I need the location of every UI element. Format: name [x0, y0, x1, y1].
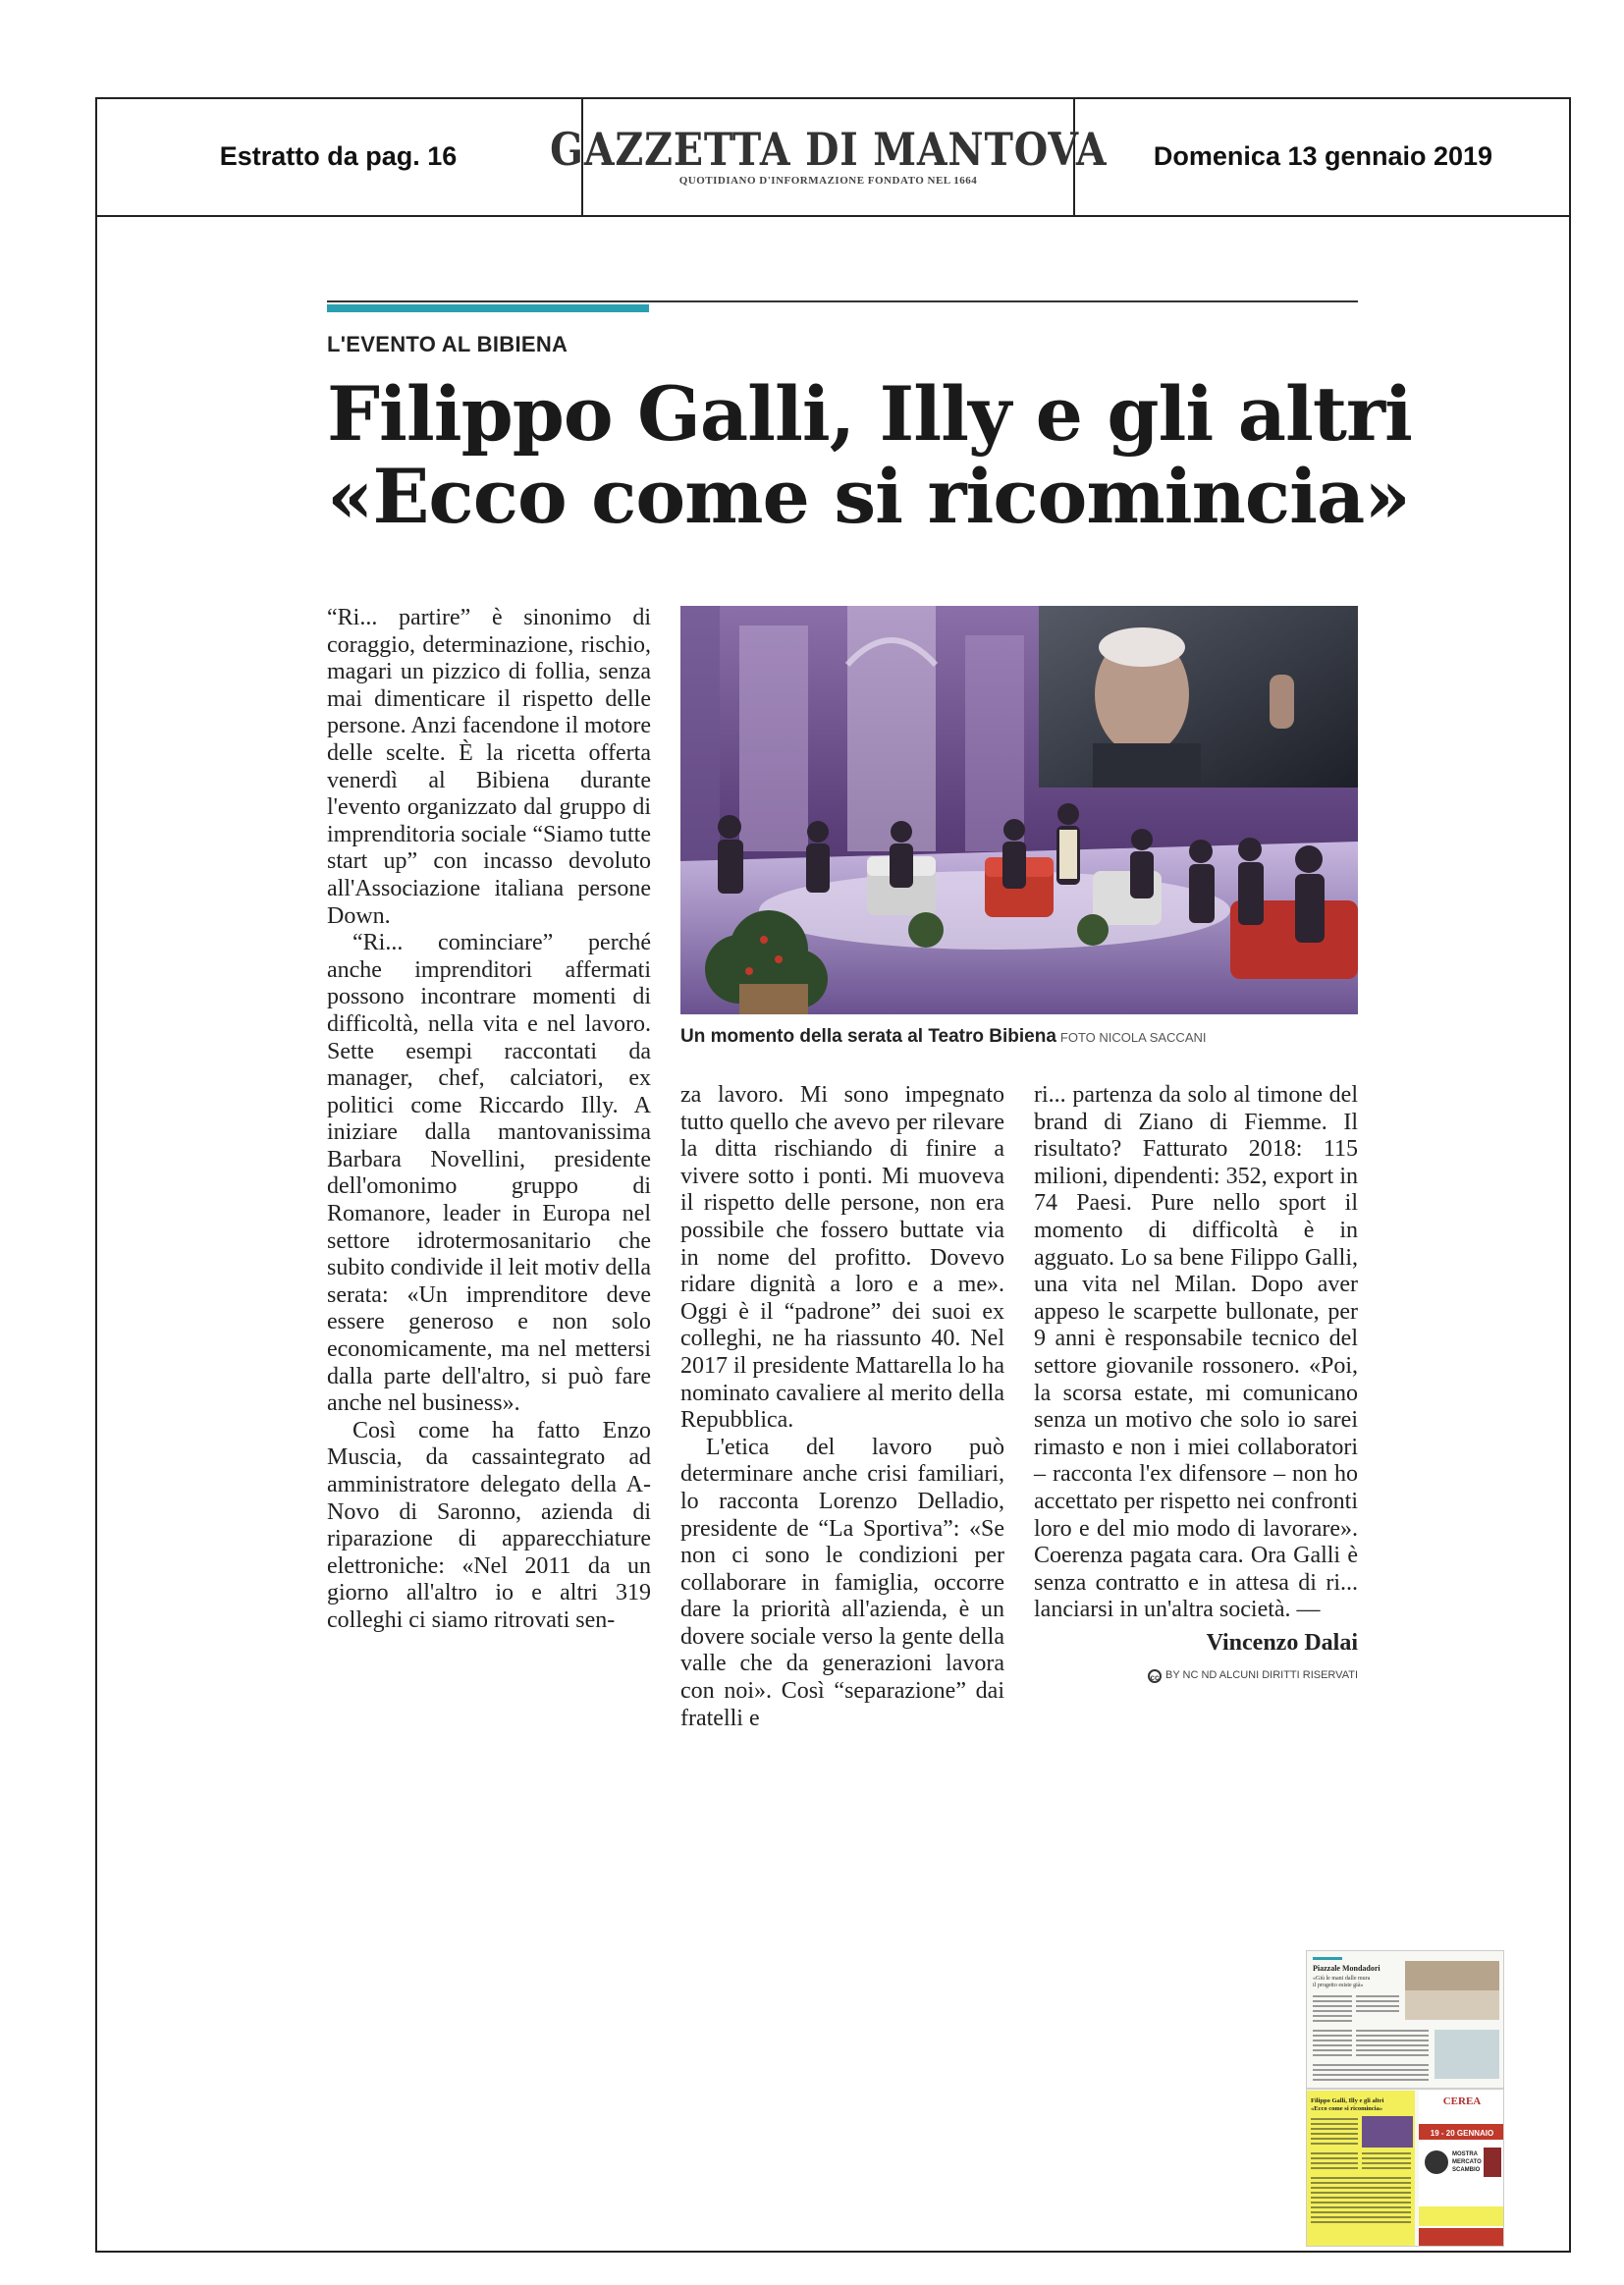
- creative-commons-icon: cc: [1148, 1669, 1162, 1683]
- section-accent-bar: [327, 304, 649, 312]
- license-text: BY NC ND ALCUNI DIRITTI RISERVATI: [1165, 1669, 1358, 1682]
- page-header: [95, 97, 1571, 217]
- thumb-ad-dates: 19 - 20 GENNAIO: [1430, 2129, 1494, 2138]
- page-thumbnail-illustration: [1307, 1951, 1504, 2247]
- thumb-ad-line3: SCAMBIO: [1452, 2167, 1481, 2173]
- thumb-ad-title: CEREA: [1442, 2095, 1482, 2107]
- photo-caption: [680, 1026, 1368, 1048]
- headline-line-1: Filippo Galli, Illy e gli altri: [327, 370, 1412, 458]
- text-column-3: [1034, 1082, 1358, 1690]
- thumb-top-subhead-2: il progetto esiste già»: [1313, 1983, 1364, 1988]
- caption-text: Un momento della serata al Teatro Bibiena: [680, 1026, 1056, 1047]
- masthead: GAZZETTA DI MANTOVA: [549, 123, 1108, 176]
- thumb-article-headline: Filippo Galli, Illy e gli altri: [1311, 2097, 1384, 2104]
- article-headline: [327, 370, 1412, 540]
- text-column-1: [327, 605, 651, 1635]
- text-column-2: [680, 1082, 1004, 1732]
- article-author: Vincenzo Dalai: [1206, 1629, 1358, 1656]
- page-thumbnail: [1306, 1950, 1504, 2247]
- paragraph: Così come ha fatto Enzo Muscia, da cassaintegrato ad amministratore delegato della A-Novo di Saronno, azienda di riparazione di apparecchiature elettroniche: «Nel 2011 da un giorno all'altro io e altri 319 colleghi ci siamo ritrovati sen-: [327, 1417, 651, 1633]
- paragraph: L'etica del lavoro può determinare anche crisi familiari, lo racconta Lorenzo Delladio, presidente de “La Sportiva”: «Se non ci sono le condizioni per collaborare in famiglia, occorre dare la priorità all'azienda, è un dovere sociale verso la gente della valle che da generazioni lavora con noi». Così “separazione” dai fratelli e: [680, 1434, 1004, 1731]
- headline-line-2: «Ecco come si ricomincia»: [327, 453, 1410, 540]
- photo-credit: FOTO NICOLA SACCANI: [1059, 1030, 1207, 1045]
- paragraph: “Ri... partire” è sinonimo di coraggio, determinazione, rischio, magari un pizzico di follia, senza mai dimenticare il rispetto delle persone. Anzi facendone il motore delle scelte. È la ricetta offerta venerdì al Bibiena durante l'evento organizzato dal gruppo di imprenditoria sociale “Siamo tutte start up” con incasso devoluto all'Associazione italiana persone Down.: [327, 605, 651, 929]
- issue-date: Domenica 13 gennaio 2019: [1153, 140, 1493, 171]
- thumb-article-subhead: «Ecco come si ricomincia»: [1311, 2105, 1383, 2112]
- paragraph: “Ri... cominciare” perché anche imprenditori affermati possono incontrare momenti di difficoltà, nella vita e nel lavoro. Sette esempi raccontati da manager, chef, calciatori, ex politici come Riccardo Illy. A iniziare dalla mantovanissima Barbara Novellini, presidente dell'omonimo gruppo di Romanore, leader in Europa nel settore idrotermosanitario che subito condivide il leit motiv della serata: «Un imprenditore deve essere generoso e non solo economicamente, ma nel mettersi dalla parte dell'altro, si può fare anche nel business».: [327, 930, 651, 1417]
- article-kicker: L'EVENTO AL BIBIENA: [327, 332, 568, 356]
- section-rule: [327, 300, 1358, 302]
- thumb-ad-line2: MERCATO: [1452, 2159, 1482, 2165]
- stage-photo-illustration: [680, 606, 1358, 1014]
- masthead-subtitle: QUOTIDIANO D'INFORMAZIONE FONDATO NEL 1664: [678, 175, 978, 187]
- paragraph: ri... partenza da solo al timone del brand di Ziano di Fiemme. Il risultato? Fatturato 2018: 115 milioni, dipendenti: 352, export in 74 Paesi. Pure nello sport il momento di difficoltà è in agguato. Lo sa bene Filippo Galli, una vita nel Milan. Dopo aver appeso le scarpette bullonate, per 9 anni è responsabile tecnico del settore giovanile rossonero. «Poi, la scorsa estate, mi comunicano senza un motivo che solo io sarei rimasto e non i miei collaboratori – racconta l'ex difensore – non ho accettato per rispetto nei confronti loro e del mio modo di lavorare». Coerenza pagata cara. Ora Galli è senza contratto e in attesa di ri... lanciarsi in un'altra società. —: [1034, 1082, 1358, 1623]
- paragraph: za lavoro. Mi sono impegnato tutto quello che avevo per rilevare la ditta rischiando di finire a vivere sotto i ponti. Mi muoveva il rispetto delle persone, non era possibile che fossero buttate via in nome del profitto. Dovevo ridare dignità a loro e a me». Oggi è il “padrone” dei suoi ex colleghi, ne ha riassunto 40. Nel 2017 il presidente Mattarella lo ha nominato cavaliere al merito della Repubblica.: [680, 1082, 1004, 1434]
- masthead-cell: [549, 97, 1108, 215]
- license-notice: [1034, 1662, 1358, 1690]
- extract-label: Estratto da pag. 16: [219, 140, 458, 171]
- date-cell: [1075, 97, 1571, 215]
- thumb-top-subhead: «Giù le mani dalle mura: [1313, 1976, 1371, 1982]
- thumb-ad-line1: MOSTRA: [1452, 2151, 1478, 2157]
- article-photo: [680, 606, 1358, 1014]
- thumb-top-headline: Piazzale Mondadori: [1313, 1964, 1380, 1973]
- extract-cell: [95, 97, 583, 215]
